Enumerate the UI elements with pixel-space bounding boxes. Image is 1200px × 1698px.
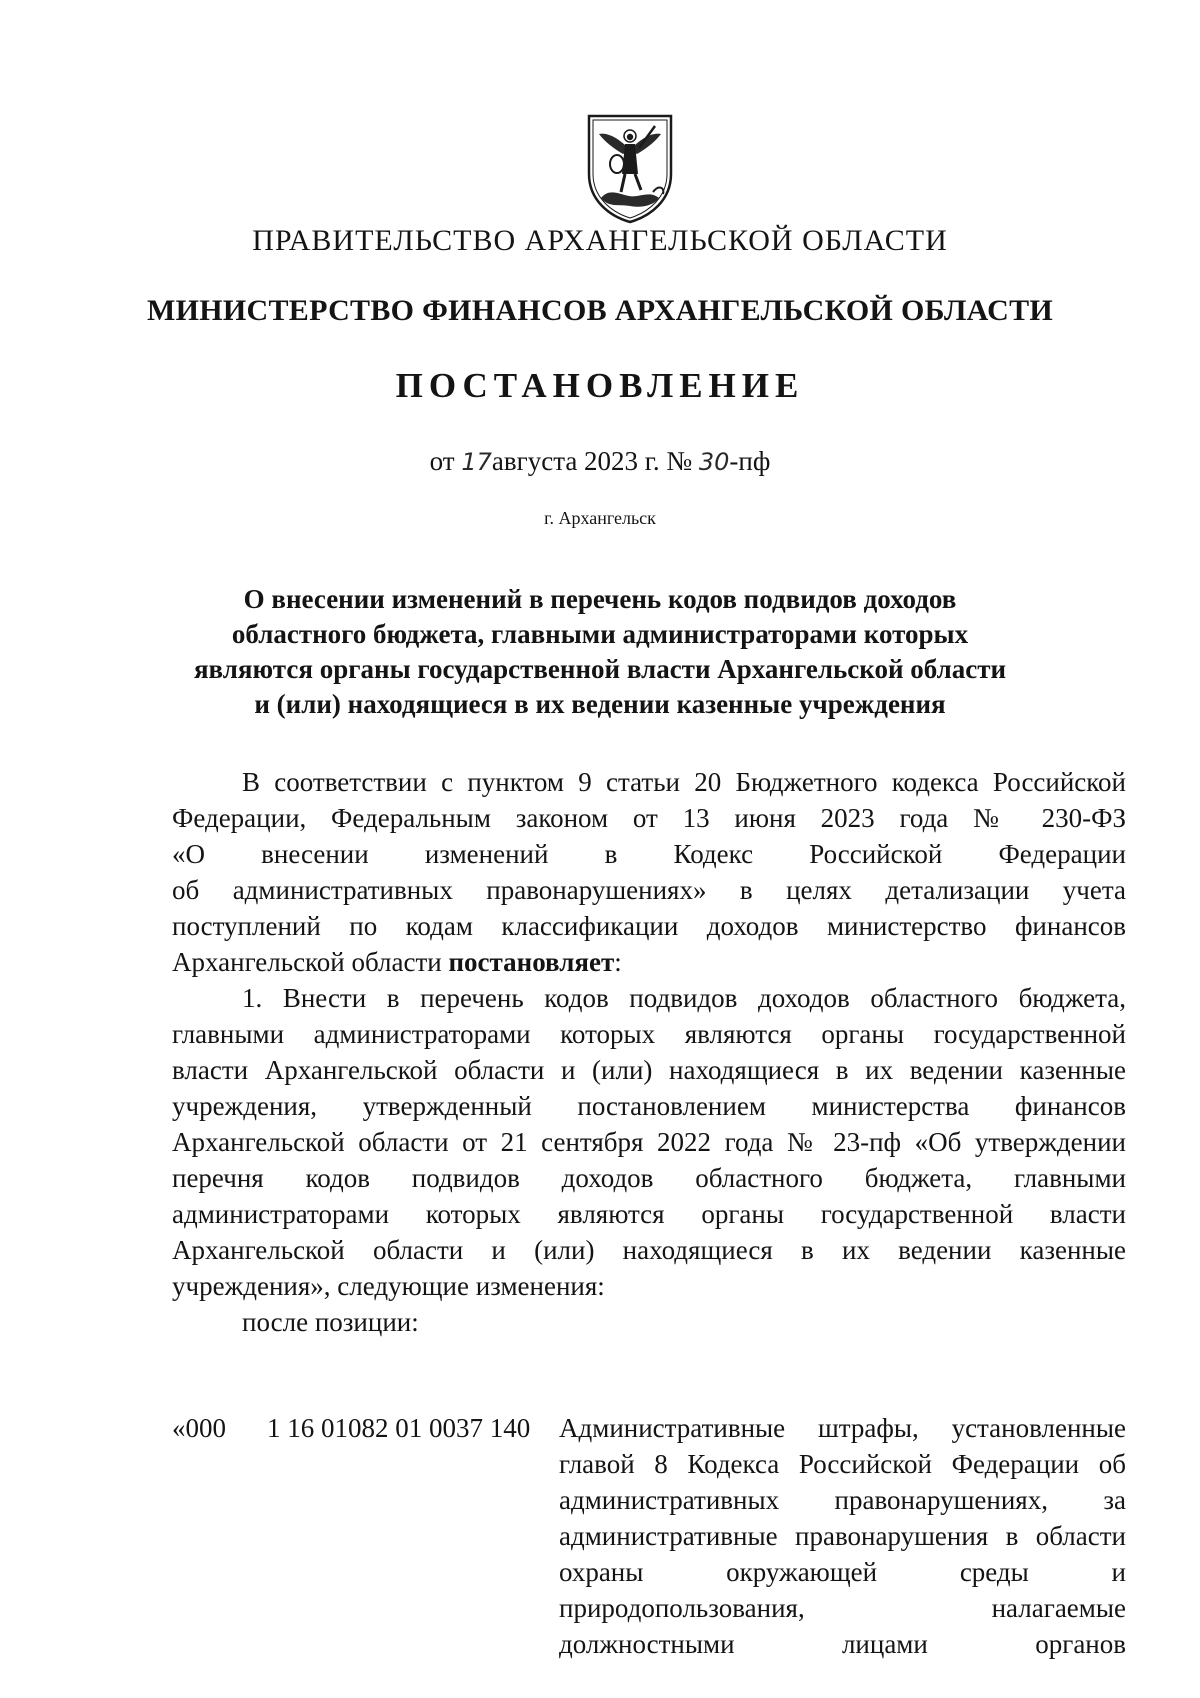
government-heading: ПРАВИТЕЛЬСТВО АРХАНГЕЛЬСКОЙ ОБЛАСТИ: [252, 224, 948, 257]
text-line: главными администраторами которых являются органы государственной: [172, 1019, 1126, 1049]
text-line: Архангельской области от 21 сентября 2022 года № 23-пф «Об утверждении: [172, 1127, 1126, 1157]
title-line: областного бюджета, главными администраторами которых: [231, 619, 969, 649]
coat-of-arms-emblem: [583, 112, 677, 226]
text-line: Архангельской области и (или) находящиеся в их ведении казенные: [172, 1235, 1126, 1265]
text-line: В соответствии с пунктом 9 статьи 20 Бюджетного кодекса Российской: [242, 767, 1126, 797]
description-line: природопользования, налагаемые: [559, 1593, 1126, 1623]
date-rest: августа 2023 г. №: [491, 446, 699, 476]
description-line: Административные штрафы, установленные: [559, 1413, 1126, 1443]
document-title: [170, 582, 1030, 722]
text-line: перечня кодов подвидов доходов областного бюджета, главными: [172, 1163, 1126, 1193]
admin-code: «000: [172, 1413, 226, 1443]
handwritten-day: 17: [461, 448, 492, 476]
text-line: 1. Внести в перечень кодов подвидов доходов областного бюджета,: [242, 983, 1126, 1013]
text-line: Федерации, Федеральным законом от 13 июня 2023 года № 230-ФЗ: [172, 803, 1126, 833]
text-line: учреждения, утвержденный постановлением министерства финансов: [172, 1091, 1126, 1121]
description-line: административные правонарушения в области: [559, 1521, 1126, 1551]
income-code: 1 16 01082 01 0037 140: [267, 1413, 531, 1443]
text-fragment: :: [614, 947, 622, 977]
text-line: «О внесении изменений в Кодекс Российской Федерации: [172, 839, 1126, 869]
decree-date-number: [0, 446, 1200, 477]
text-fragment: Архангельской области: [172, 947, 449, 977]
ministry-heading: МИНИСТЕРСТВО ФИНАНСОВ АРХАНГЕЛЬСКОЙ ОБЛАСТИ: [146, 294, 1054, 327]
text-line: администраторами которых являются органы государственной власти: [172, 1199, 1126, 1229]
text-line: власти Архангельской области и (или) находящиеся в их ведении казенные: [172, 1055, 1126, 1085]
paragraph-item-1: [172, 980, 1126, 1340]
handwritten-number: 30: [698, 448, 730, 476]
number-suffix: -пф: [729, 446, 771, 476]
description-line: должностными лицами органов: [559, 1629, 1126, 1659]
resolves-word: постановляет: [448, 947, 615, 977]
title-line: О внесении изменений в перечень кодов подвидов доходов: [243, 584, 957, 614]
title-line: и (или) находящиеся в их ведении казенные учреждения: [254, 689, 946, 719]
description-line: административных правонарушениях, за: [559, 1485, 1126, 1515]
description-line: охраны окружающей среды и: [559, 1557, 1126, 1587]
city-line: г. Архангельск: [544, 508, 656, 528]
text-line: об административных правонарушениях» в целях детализации учета: [172, 875, 1126, 905]
description-line: главой 8 Кодекса Российской Федерации об: [559, 1449, 1126, 1479]
document-type-heading: ПОСТАНОВЛЕНИЕ: [395, 366, 805, 405]
after-position-label: после позиции:: [242, 1307, 419, 1337]
text-line: [172, 944, 1126, 980]
title-line: являются органы государственной власти Архангельской области: [193, 654, 1007, 684]
income-description: [559, 1410, 1126, 1662]
date-prefix: от: [429, 446, 462, 476]
text-line: поступлений по кодам классификации доходов министерство финансов: [172, 911, 1126, 941]
paragraph-preamble: [172, 764, 1126, 980]
text-line: учреждения», следующие изменения:: [172, 1271, 605, 1301]
